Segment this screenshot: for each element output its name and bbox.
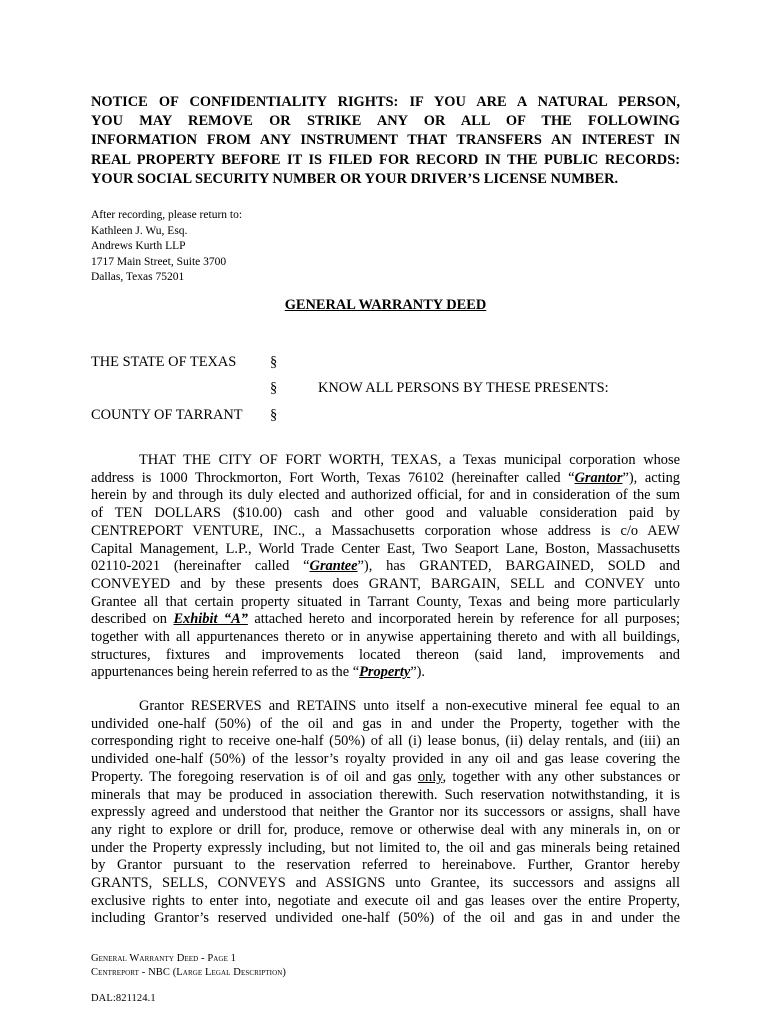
paragraph-line: 02110-2021 (hereinafter called “Grantee”), has GRANTED, BARGAINED, SOLD and: [91, 558, 680, 575]
paragraph-line: including Grantor’s reserved undivided one-half (50%) of the oil and gas in and under the: [91, 910, 680, 927]
paragraph-line: undivided one-half (50%) of the lessor’s royalty provided in any oil and gas lease covering the: [91, 751, 680, 768]
grantee-defined-term: Grantee: [309, 558, 358, 575]
paragraph-line: Capital Management, L.P., World Trade Center East, Two Seaport Lane, Boston, Massachusetts: [91, 540, 680, 557]
paragraph-line: Property. The foregoing reservation is of oil and gas only, together with any other substances or: [91, 768, 680, 785]
paragraph-line: of TEN DOLLARS ($10.00) cash and other good and valuable consideration paid by: [91, 505, 680, 522]
paragraph-line: minerals that may be produced in association therewith. Such reservation notwithstanding, it is: [91, 786, 680, 803]
paragraph-line: described on Exhibit “A” attached hereto and incorporated herein by reference for all purposes;: [91, 611, 681, 628]
paragraph-line: structures, fixtures and improvements located thereon (said land, improvements and: [91, 646, 680, 663]
notice-line: YOUR SOCIAL SECURITY NUMBER OR YOUR DRIVER’S LICENSE NUMBER.: [91, 170, 619, 187]
conveyance-paragraph: [91, 452, 680, 682]
paragraph-line: appurtenances being herein referred to as the “Property”).: [91, 664, 426, 681]
paragraph-line: herein by and through its duly elected and authorized official, for and in consideration of the sum: [91, 487, 680, 504]
section-mark: §: [270, 354, 278, 370]
footer-document-id: DAL:821124.1: [91, 993, 156, 1004]
county-label: COUNTY OF TARRANT: [91, 407, 243, 423]
paragraph-line: corresponding right to receive one-half (50%) of all (i) lease bonus, (ii) delay rentals, and (iii) an: [91, 733, 680, 750]
paragraph-line: THAT THE CITY OF FORT WORTH, TEXAS, a Texas municipal corporation whose: [139, 452, 680, 468]
paragraph-line: Grantee all that certain property situated in Tarrant County, Texas and being more particularly: [91, 593, 680, 610]
exhibit-a-reference: Exhibit “A”: [173, 611, 248, 628]
return-address-block: [91, 208, 242, 286]
paragraph-line: Grantor RESERVES and RETAINS unto itself a non-executive mineral fee equal to an: [139, 698, 680, 714]
notice-line: NOTICE OF CONFIDENTIALITY RIGHTS: IF YOU ARE A NATURAL PERSON,: [91, 94, 680, 110]
return-name: Kathleen J. Wu, Esq.: [91, 224, 188, 237]
document-title: GENERAL WARRANTY DEED: [284, 297, 487, 313]
only-emphasis: only: [417, 768, 443, 785]
return-street: 1717 Main Street, Suite 3700: [91, 255, 227, 268]
footer-description: Centreport - NBC (Large Legal Description): [91, 967, 287, 978]
paragraph-line: exclusive rights to enter into, negotiate and execute oil and gas leases over the entire Property,: [91, 892, 680, 909]
paragraph-line: under the Property expressly including, but not limited to, the oil and gas minerals being retained: [91, 839, 680, 856]
section-mark: §: [270, 380, 278, 396]
footer-page-label: General Warranty Deed - Page 1: [91, 953, 237, 964]
paragraph-line: address is 1000 Throckmorton, Fort Worth, Texas 76102 (hereinafter called “Grantor”), acting: [91, 469, 680, 486]
section-mark: §: [270, 407, 278, 423]
notice-line: REAL PROPERTY BEFORE IT IS FILED FOR RECORD IN THE PUBLIC RECORDS:: [91, 151, 680, 168]
return-firm: Andrews Kurth LLP: [91, 240, 186, 252]
paragraph-line: CENTREPORT VENTURE, INC., a Massachusetts corporation whose address is c/o AEW: [91, 522, 680, 539]
paragraph-line: CONVEYED and by these presents does GRANT, BARGAIN, SELL and CONVEY unto: [91, 575, 680, 592]
paragraph-line: GRANTS, SELLS, CONVEYS and ASSIGNS unto Grantee, its successors and assigns all: [91, 875, 680, 892]
confidentiality-notice: [91, 93, 680, 189]
paragraph-line: undivided one-half (50%) of the oil and gas in and under the Property, together with the: [91, 715, 680, 732]
notice-line: INFORMATION FROM ANY INSTRUMENT THAT TRANSFERS AN INTEREST IN: [91, 132, 680, 149]
state-label: THE STATE OF TEXAS: [91, 354, 237, 370]
return-city: Dallas, Texas 75201: [91, 271, 185, 283]
know-all-persons: KNOW ALL PERSONS BY THESE PRESENTS:: [318, 380, 609, 396]
return-instruction: After recording, please return to:: [91, 209, 243, 221]
paragraph-line: expressly agreed and understood that neither the Grantor nor its successors or assigns, shall have: [91, 804, 680, 821]
paragraph-line: by Grantor pursuant to the reservation referred to hereinabove. Further, Grantor hereby: [91, 857, 680, 874]
paragraph-line: any right to explore or drill for, produce, remove or otherwise deal with any minerals in, on or: [91, 821, 680, 838]
paragraph-line: together with all appurtenances thereto or in anywise appertaining thereto and with all buildings,: [91, 629, 680, 646]
property-defined-term: Property: [359, 664, 411, 681]
notice-line: YOU MAY REMOVE OR STRIKE ANY OR ALL OF THE FOLLOWING: [91, 113, 680, 130]
grantor-defined-term: Grantor: [574, 469, 623, 486]
reservation-paragraph: [91, 698, 680, 928]
